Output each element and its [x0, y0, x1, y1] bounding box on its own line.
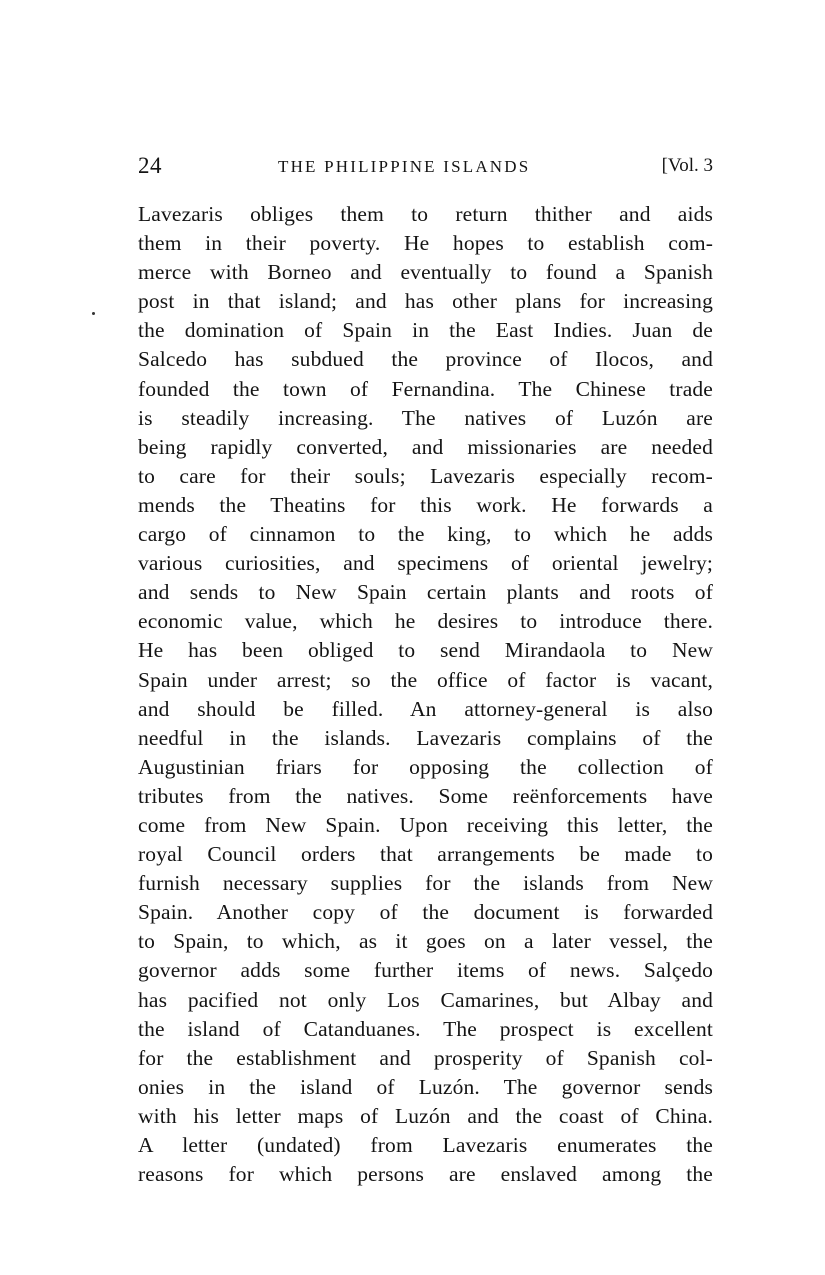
text-line: Augustinian friars for opposing the collection of: [138, 754, 713, 779]
text-line: Salcedo has subdued the province of Ilocos, and: [138, 347, 713, 372]
text-line: royal Council orders that arrangements be made to: [138, 842, 713, 867]
text-line: the domination of Spain in the East Indies. Juan de: [138, 318, 713, 343]
text-line: and should be filled. An attorney-general is also: [138, 696, 713, 721]
text-line: the island of Catanduanes. The prospect is excellent: [138, 1016, 713, 1041]
text-line: come from New Spain. Upon receiving this letter, the: [138, 812, 713, 837]
text-line: needful in the islands. Lavezaris complains of the: [138, 725, 713, 750]
volume-label: [Vol. 3: [661, 155, 713, 176]
running-title: THE PHILIPPINE ISLANDS: [278, 157, 531, 176]
text-line: mends the Theatins for this work. He forwards a: [138, 492, 713, 517]
text-line: cargo of cinnamon to the king, to which he adds: [138, 522, 713, 547]
text-line: to care for their souls; Lavezaris especially recom-: [138, 463, 713, 488]
margin-mark: [92, 312, 95, 315]
text-line: is steadily increasing. The natives of Luzón are: [138, 405, 713, 430]
text-line: with his letter maps of Luzón and the coast of China.: [138, 1103, 713, 1128]
text-line: post in that island; and has other plans for increasing: [138, 289, 713, 314]
text-line: He has been obliged to send Mirandaola to New: [138, 638, 713, 663]
text-line: tributes from the natives. Some reënforcements have: [138, 783, 713, 808]
text-line: Spain. Another copy of the document is forwarded: [138, 900, 713, 925]
text-line: A letter (undated) from Lavezaris enumerates the: [138, 1133, 713, 1157]
body-text: [138, 200, 713, 1189]
page-header: [138, 153, 713, 183]
text-line: being rapidly converted, and missionaries are needed: [138, 434, 713, 459]
text-line: onies in the island of Luzón. The governor sends: [138, 1074, 713, 1099]
text-line: reasons for which persons are enslaved among the: [138, 1162, 713, 1187]
page-number: 24: [138, 153, 162, 178]
text-line: to Spain, to which, as it goes on a later vessel, the: [138, 929, 713, 954]
text-line: Spain under arrest; so the office of factor is vacant,: [138, 667, 713, 692]
text-line: governor adds some further items of news. Salçedo: [138, 958, 713, 983]
text-line: economic value, which he desires to introduce there.: [138, 609, 713, 634]
text-line: and sends to New Spain certain plants and roots of: [138, 580, 713, 605]
text-line: merce with Borneo and eventually to found a Spanish: [138, 260, 713, 285]
text-line: for the establishment and prosperity of Spanish col-: [138, 1045, 713, 1070]
text-line: founded the town of Fernandina. The Chinese trade: [138, 376, 713, 401]
text-line: has pacified not only Los Camarines, but Albay and: [138, 987, 713, 1012]
text-line: furnish necessary supplies for the islands from New: [138, 871, 713, 896]
text-line: various curiosities, and specimens of oriental jewelry;: [138, 551, 713, 576]
text-line: Lavezaris obliges them to return thither and aids: [138, 202, 713, 226]
text-line: them in their poverty. He hopes to establish com-: [138, 231, 713, 256]
